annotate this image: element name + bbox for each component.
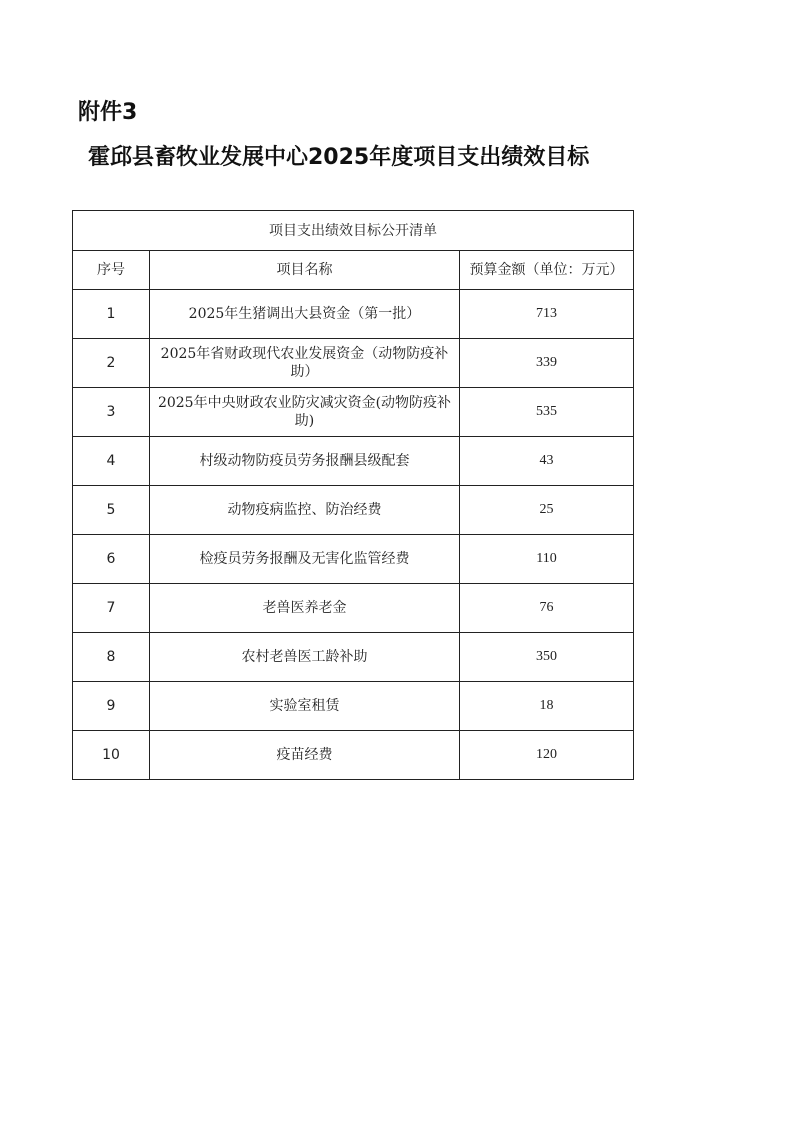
row-budget: 76 <box>460 584 634 633</box>
budget-table-body <box>73 211 634 780</box>
table-row <box>73 437 634 486</box>
row-budget: 43 <box>460 437 634 486</box>
header-index: 序号 <box>73 251 150 290</box>
header-budget: 预算金额（单位：万元） <box>460 251 634 290</box>
attachment-label: 附件3 <box>78 100 138 125</box>
table-caption-row <box>73 211 634 251</box>
row-index: 7 <box>73 584 150 633</box>
table-row <box>73 290 634 339</box>
row-index: 8 <box>73 633 150 682</box>
table-caption: 项目支出绩效目标公开清单 <box>73 211 634 251</box>
row-index: 9 <box>73 682 150 731</box>
table-row <box>73 682 634 731</box>
row-project-name: 2025年生猪调出大县资金（第一批） <box>150 290 460 339</box>
row-project-name: 老兽医养老金 <box>150 584 460 633</box>
row-index: 6 <box>73 535 150 584</box>
row-index: 1 <box>73 290 150 339</box>
budget-table <box>72 210 634 780</box>
table-row <box>73 388 634 437</box>
row-project-name: 疫苗经费 <box>150 731 460 780</box>
document-title: 霍邱县畜牧业发展中心2025年度项目支出绩效目标 <box>88 145 590 170</box>
row-index: 10 <box>73 731 150 780</box>
row-project-name: 检疫员劳务报酬及无害化监管经费 <box>150 535 460 584</box>
row-budget: 110 <box>460 535 634 584</box>
row-project-name: 村级动物防疫员劳务报酬县级配套 <box>150 437 460 486</box>
row-budget: 120 <box>460 731 634 780</box>
table-row <box>73 535 634 584</box>
row-project-name: 农村老兽医工龄补助 <box>150 633 460 682</box>
row-budget: 350 <box>460 633 634 682</box>
table-row <box>73 339 634 388</box>
row-index: 5 <box>73 486 150 535</box>
row-budget: 713 <box>460 290 634 339</box>
row-project-name: 2025年省财政现代农业发展资金（动物防疫补助） <box>150 339 460 388</box>
header-project-name: 项目名称 <box>150 251 460 290</box>
row-budget: 25 <box>460 486 634 535</box>
table-row <box>73 731 634 780</box>
row-budget: 339 <box>460 339 634 388</box>
row-budget: 535 <box>460 388 634 437</box>
row-budget: 18 <box>460 682 634 731</box>
row-index: 3 <box>73 388 150 437</box>
row-project-name: 2025年中央财政农业防灾减灾资金(动物防疫补助) <box>150 388 460 437</box>
row-project-name: 动物疫病监控、防治经费 <box>150 486 460 535</box>
table-row <box>73 584 634 633</box>
table-row <box>73 633 634 682</box>
table-row <box>73 486 634 535</box>
row-project-name: 实验室租赁 <box>150 682 460 731</box>
row-index: 2 <box>73 339 150 388</box>
table-header-row <box>73 251 634 290</box>
row-index: 4 <box>73 437 150 486</box>
